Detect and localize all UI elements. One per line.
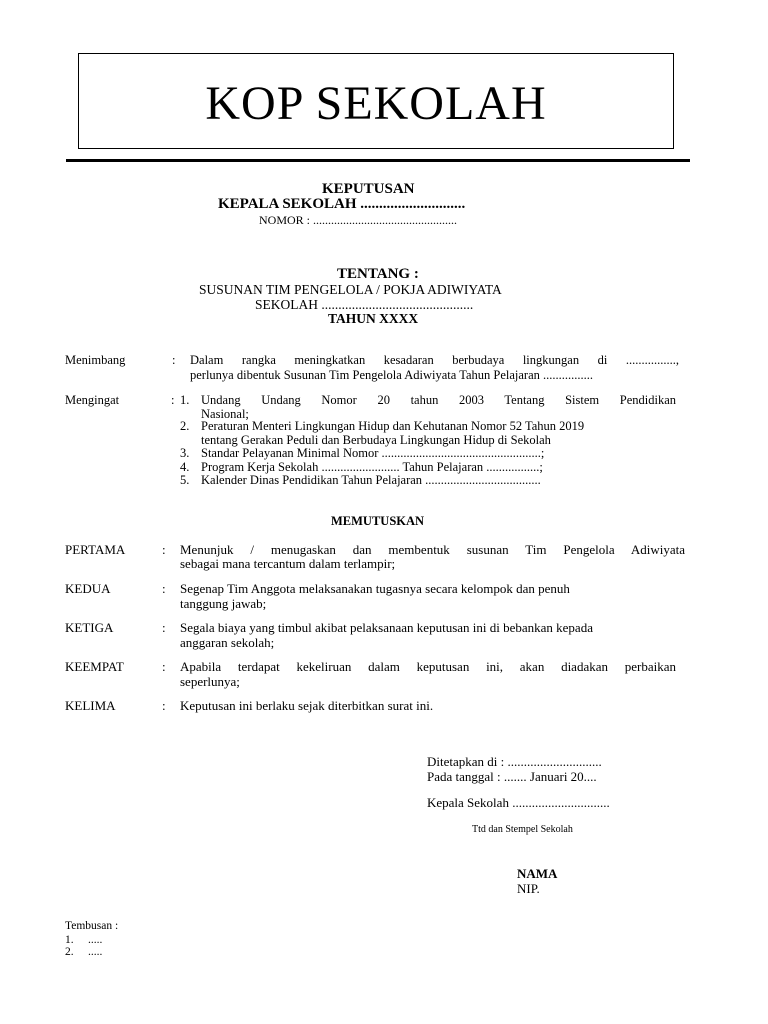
decision-colon: : xyxy=(162,581,166,596)
tembusan-label: Tembusan : xyxy=(65,920,119,932)
signature-nama: NAMA xyxy=(517,866,558,881)
mengingat-item-line1: Peraturan Menteri Lingkungan Hidup dan Kehutanan Nomor 52 Tahun 2019 xyxy=(201,419,585,433)
signature-tanggal: Pada tanggal : ....... Januari 20.... xyxy=(427,769,597,784)
doc-title-keputusan: KEPUTUSAN xyxy=(322,181,415,197)
mengingat-num: 4. xyxy=(180,460,190,474)
signature-ttd-stempel: Ttd dan Stempel Sekolah xyxy=(472,824,573,835)
menimbang-line1: Dalam rangka meningkatkan kesadaran berbudaya lingkungan di ................, xyxy=(190,353,679,367)
mengingat-item-line1: Kalender Dinas Pendidikan Tahun Pelajaran ..................................... xyxy=(201,473,541,487)
mengingat-colon: : xyxy=(171,393,175,407)
tembusan-item: ..... xyxy=(88,934,103,946)
memutuskan-heading: MEMUTUSKAN xyxy=(331,514,425,528)
mengingat-item-line2: tentang Gerakan Peduli dan Berbudaya Lingkungan Hidup di Sekolah xyxy=(201,433,551,447)
tembusan-num: 1. xyxy=(65,934,74,946)
signature-kepala: Kepala Sekolah .............................. xyxy=(427,795,610,810)
signature-ditetapkan: Ditetapkan di : ............................. xyxy=(427,754,602,769)
decision-line1: Apabila terdapat kekeliruan dalam keputusan ini, akan diadakan perbaikan xyxy=(180,659,676,674)
decision-line2: anggaran sekolah; xyxy=(180,635,275,650)
decision-label: KEDUA xyxy=(65,581,111,596)
mengingat-item-line1: Standar Pelayanan Minimal Nomor ...................................................; xyxy=(201,446,545,460)
decision-line2: sebagai mana tercantum dalam terlampir; xyxy=(180,556,396,571)
decision-line1: Keputusan ini berlaku sejak diterbitkan surat ini. xyxy=(180,698,434,713)
mengingat-num: 5. xyxy=(180,473,190,487)
menimbang-line2: perlunya dibentuk Susunan Tim Pengelola Adiwiyata Tahun Pelajaran ................ xyxy=(190,368,594,382)
tentang-tahun: TAHUN XXXX xyxy=(328,311,419,326)
mengingat-label: Mengingat xyxy=(65,393,120,407)
tembusan-item: ..... xyxy=(88,946,103,958)
doc-nomor: NOMOR : ................................................ xyxy=(259,213,458,227)
mengingat-item-line1: Program Kerja Sekolah ......................... Tahun Pelajaran .................; xyxy=(201,460,543,474)
decision-line2: seperlunya; xyxy=(180,674,240,689)
mengingat-num: 2. xyxy=(180,419,190,433)
tentang-line2: SEKOLAH ............................................. xyxy=(255,297,474,312)
tentang-line1: SUSUNAN TIM PENGELOLA / POKJA ADIWIYATA xyxy=(199,282,502,297)
menimbang-colon: : xyxy=(172,353,176,367)
letterhead-box xyxy=(78,53,674,149)
mengingat-num: 3. xyxy=(180,446,190,460)
letterhead-title: KOP SEKOLAH xyxy=(205,77,547,130)
mengingat-item-line2: Nasional; xyxy=(201,407,249,421)
menimbang-label: Menimbang xyxy=(65,353,126,367)
signature-nip: NIP. xyxy=(517,881,540,896)
decision-label: KEEMPAT xyxy=(65,659,124,674)
decision-colon: : xyxy=(162,698,166,713)
decision-colon: : xyxy=(162,542,166,557)
mengingat-num: 1. xyxy=(180,393,190,407)
doc-title-kepala: KEPALA SEKOLAH ............................ xyxy=(218,196,466,212)
tembusan-num: 2. xyxy=(65,946,74,958)
decision-line2: tanggung jawab; xyxy=(180,596,267,611)
decision-colon: : xyxy=(162,659,166,674)
header-rule xyxy=(66,159,690,162)
decision-label: KELIMA xyxy=(65,698,116,713)
mengingat-item-line1: Undang Undang Nomor 20 tahun 2003 Tentang Sistem Pendidikan xyxy=(201,393,676,407)
decision-line1: Menunjuk / menugaskan dan membentuk susunan Tim Pengelola Adiwiyata xyxy=(180,542,685,557)
decision-line1: Segenap Tim Anggota melaksanakan tugasnya secara kelompok dan penuh xyxy=(180,581,570,596)
decision-label: PERTAMA xyxy=(65,542,126,557)
decision-line1: Segala biaya yang timbul akibat pelaksanaan keputusan ini di bebankan kepada xyxy=(180,620,593,635)
decision-colon: : xyxy=(162,620,166,635)
tentang-label: TENTANG : xyxy=(337,266,419,282)
decision-label: KETIGA xyxy=(65,620,114,635)
